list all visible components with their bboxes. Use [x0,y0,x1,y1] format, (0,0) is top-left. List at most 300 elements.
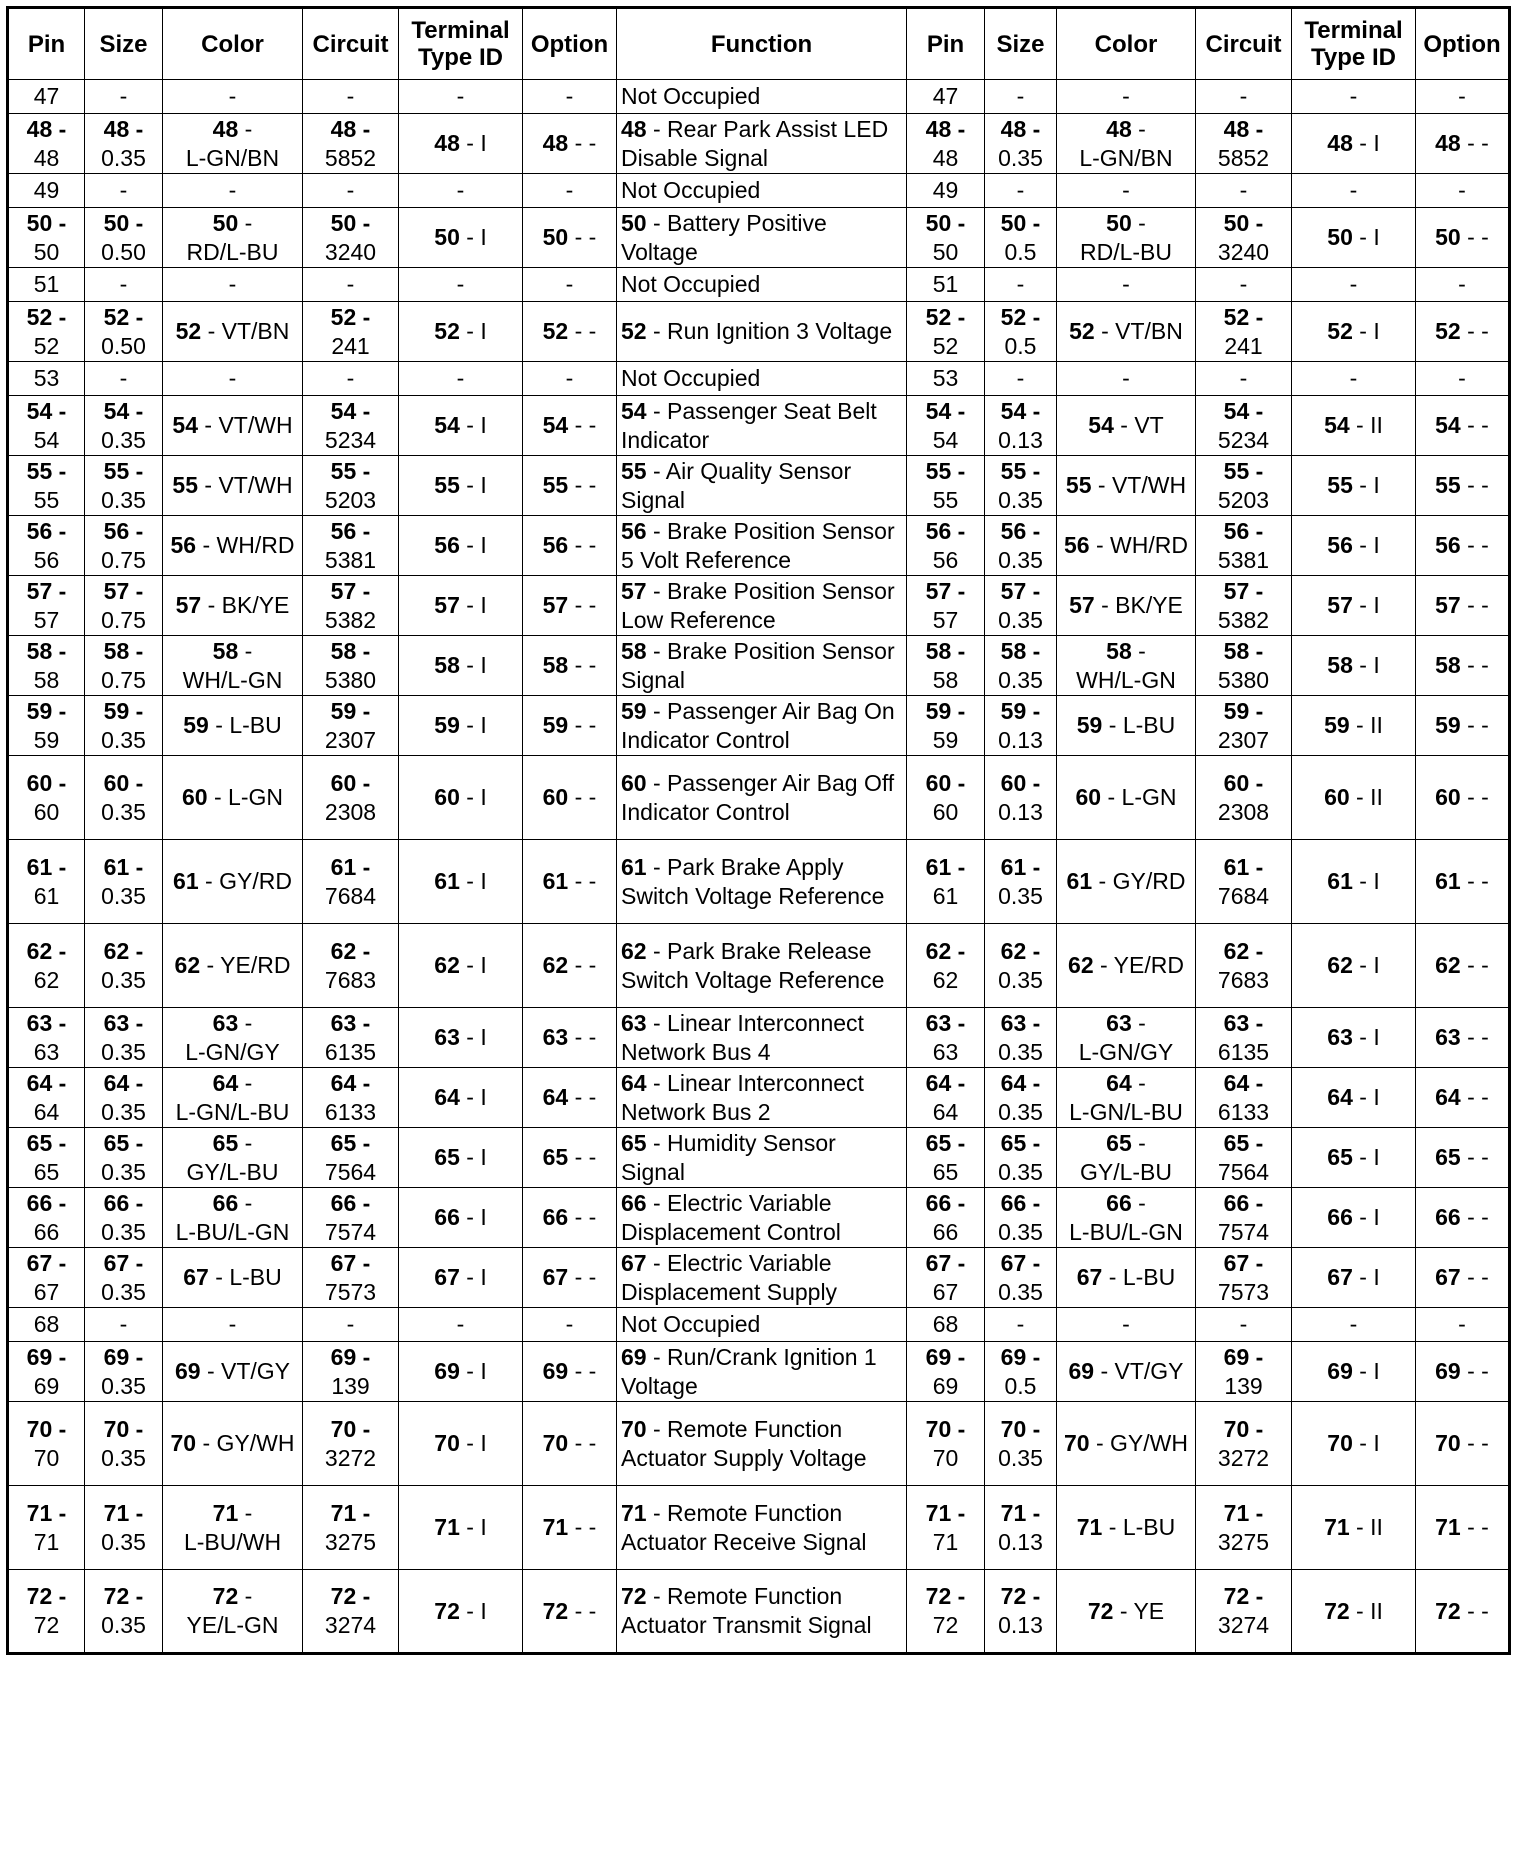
size-cell: 56 - 0.35 [985,516,1057,576]
empty-cell: - [399,80,523,114]
empty-cell: - [985,362,1057,396]
empty-cell: - [399,174,523,208]
function-cell: 54 - Passenger Seat Belt Indicator [617,396,907,456]
column-header: Color [163,8,303,80]
option-cell: 65 - - [1416,1128,1510,1188]
circuit-cell: 67 - 7573 [1196,1248,1292,1308]
color-cell: 66 - L-BU/L-GN [1057,1188,1196,1248]
pin-cell: 57 - 57 [907,576,985,636]
color-cell: 61 - GY/RD [1057,840,1196,924]
size-cell: 61 - 0.35 [85,840,163,924]
circuit-cell: 63 - 6135 [1196,1008,1292,1068]
empty-cell: - [523,80,617,114]
option-cell: 56 - - [523,516,617,576]
terminal-cell: 55 - I [399,456,523,516]
color-cell: 65 - GY/L-BU [163,1128,303,1188]
color-cell: 60 - L-GN [1057,756,1196,840]
size-cell: 60 - 0.13 [985,756,1057,840]
table-row [8,840,1510,924]
pin-cell: 65 - 65 [8,1128,85,1188]
terminal-cell: 56 - I [399,516,523,576]
option-cell: 58 - - [1416,636,1510,696]
function-cell: Not Occupied [617,174,907,208]
terminal-cell: 59 - II [1292,696,1416,756]
terminal-cell: 57 - I [1292,576,1416,636]
option-cell: 50 - - [1416,208,1510,268]
function-cell: 64 - Linear Interconnect Network Bus 2 [617,1068,907,1128]
color-cell: 50 - RD/L-BU [163,208,303,268]
size-cell: 48 - 0.35 [985,114,1057,174]
table-row [8,756,1510,840]
color-cell: 70 - GY/WH [1057,1402,1196,1486]
option-cell: 54 - - [523,396,617,456]
table-row [8,302,1510,362]
circuit-cell: 61 - 7684 [303,840,399,924]
size-cell: 60 - 0.35 [85,756,163,840]
table-row [8,1008,1510,1068]
pin-cell: 60 - 60 [907,756,985,840]
column-header: Size [85,8,163,80]
size-cell: 54 - 0.35 [85,396,163,456]
pin-cell: 48 - 48 [8,114,85,174]
size-cell: 50 - 0.50 [85,208,163,268]
size-cell: 71 - 0.35 [85,1486,163,1570]
color-cell: 55 - VT/WH [1057,456,1196,516]
option-cell: 48 - - [523,114,617,174]
empty-cell: - [1057,268,1196,302]
empty-cell: - [303,362,399,396]
terminal-cell: 63 - I [399,1008,523,1068]
function-cell: Not Occupied [617,1308,907,1342]
size-cell: 64 - 0.35 [85,1068,163,1128]
empty-cell: - [85,80,163,114]
option-cell: 62 - - [523,924,617,1008]
function-cell: 48 - Rear Park Assist LED Disable Signal [617,114,907,174]
option-cell: 69 - - [523,1342,617,1402]
pin-cell: 69 - 69 [8,1342,85,1402]
circuit-cell: 52 - 241 [1196,302,1292,362]
circuit-cell: 50 - 3240 [1196,208,1292,268]
pin-cell: 54 - 54 [8,396,85,456]
table-row [8,268,1510,302]
table-row [8,114,1510,174]
option-cell: 67 - - [523,1248,617,1308]
size-cell: 72 - 0.35 [85,1570,163,1654]
table-row [8,456,1510,516]
circuit-cell: 57 - 5382 [1196,576,1292,636]
option-cell: 64 - - [1416,1068,1510,1128]
column-header: Terminal Type ID [399,8,523,80]
circuit-cell: 71 - 3275 [303,1486,399,1570]
empty-cell: - [523,362,617,396]
color-cell: 58 - WH/L-GN [163,636,303,696]
option-cell: 65 - - [523,1128,617,1188]
option-cell: 55 - - [523,456,617,516]
terminal-cell: 67 - I [399,1248,523,1308]
empty-cell: - [1292,268,1416,302]
column-header: Function [617,8,907,80]
option-cell: 58 - - [523,636,617,696]
pin-cell: 59 - 59 [907,696,985,756]
table-row [8,1068,1510,1128]
function-cell: 58 - Brake Position Sensor Signal [617,636,907,696]
size-cell: 59 - 0.35 [85,696,163,756]
size-cell: 58 - 0.35 [985,636,1057,696]
option-cell: 60 - - [1416,756,1510,840]
pin-cell: 68 [8,1308,85,1342]
function-cell: 57 - Brake Position Sensor Low Reference [617,576,907,636]
color-cell: 69 - VT/GY [163,1342,303,1402]
empty-cell: - [1057,362,1196,396]
pin-cell: 52 - 52 [907,302,985,362]
size-cell: 72 - 0.13 [985,1570,1057,1654]
circuit-cell: 54 - 5234 [1196,396,1292,456]
empty-cell: - [303,268,399,302]
table-row [8,174,1510,208]
empty-cell: - [163,268,303,302]
color-cell: 64 - L-GN/L-BU [1057,1068,1196,1128]
table-row [8,1486,1510,1570]
circuit-cell: 66 - 7574 [303,1188,399,1248]
pin-cell: 70 - 70 [907,1402,985,1486]
option-cell: 59 - - [523,696,617,756]
table-row [8,1402,1510,1486]
empty-cell: - [985,268,1057,302]
terminal-cell: 61 - I [1292,840,1416,924]
empty-cell: - [1057,1308,1196,1342]
empty-cell: - [1196,174,1292,208]
terminal-cell: 50 - I [1292,208,1416,268]
pin-cell: 47 [8,80,85,114]
circuit-cell: 67 - 7573 [303,1248,399,1308]
option-cell: 66 - - [523,1188,617,1248]
empty-cell: - [985,80,1057,114]
empty-cell: - [163,174,303,208]
circuit-cell: 55 - 5203 [303,456,399,516]
function-cell: 72 - Remote Function Actuator Transmit Signal [617,1570,907,1654]
size-cell: 66 - 0.35 [85,1188,163,1248]
color-cell: 67 - L-BU [1057,1248,1196,1308]
size-cell: 52 - 0.5 [985,302,1057,362]
option-cell: 52 - - [1416,302,1510,362]
terminal-cell: 72 - I [399,1570,523,1654]
empty-cell: - [163,1308,303,1342]
function-cell: 63 - Linear Interconnect Network Bus 4 [617,1008,907,1068]
size-cell: 71 - 0.13 [985,1486,1057,1570]
circuit-cell: 56 - 5381 [1196,516,1292,576]
terminal-cell: 54 - I [399,396,523,456]
size-cell: 55 - 0.35 [985,456,1057,516]
size-cell: 62 - 0.35 [85,924,163,1008]
header-row [8,8,1510,80]
empty-cell: - [985,174,1057,208]
size-cell: 63 - 0.35 [985,1008,1057,1068]
color-cell: 56 - WH/RD [1057,516,1196,576]
terminal-cell: 50 - I [399,208,523,268]
pin-cell: 72 - 72 [907,1570,985,1654]
size-cell: 69 - 0.35 [85,1342,163,1402]
table-body [8,80,1510,1654]
empty-cell: - [1416,362,1510,396]
circuit-cell: 72 - 3274 [303,1570,399,1654]
table-row [8,516,1510,576]
color-cell: 60 - L-GN [163,756,303,840]
option-cell: 63 - - [523,1008,617,1068]
pin-cell: 49 [8,174,85,208]
function-cell: 67 - Electric Variable Displacement Supply [617,1248,907,1308]
color-cell: 52 - VT/BN [1057,302,1196,362]
circuit-cell: 48 - 5852 [303,114,399,174]
size-cell: 61 - 0.35 [985,840,1057,924]
empty-cell: - [85,268,163,302]
table-row [8,636,1510,696]
size-cell: 67 - 0.35 [85,1248,163,1308]
column-header: Terminal Type ID [1292,8,1416,80]
terminal-cell: 72 - II [1292,1570,1416,1654]
circuit-cell: 58 - 5380 [1196,636,1292,696]
terminal-cell: 65 - I [1292,1128,1416,1188]
terminal-cell: 60 - II [1292,756,1416,840]
pin-cell: 47 [907,80,985,114]
color-cell: 59 - L-BU [1057,696,1196,756]
empty-cell: - [1292,1308,1416,1342]
size-cell: 54 - 0.13 [985,396,1057,456]
size-cell: 64 - 0.35 [985,1068,1057,1128]
pin-cell: 56 - 56 [907,516,985,576]
function-cell: 59 - Passenger Air Bag On Indicator Control [617,696,907,756]
size-cell: 69 - 0.5 [985,1342,1057,1402]
color-cell: 59 - L-BU [163,696,303,756]
pin-cell: 63 - 63 [8,1008,85,1068]
size-cell: 57 - 0.35 [985,576,1057,636]
option-cell: 61 - - [1416,840,1510,924]
size-cell: 70 - 0.35 [985,1402,1057,1486]
option-cell: 70 - - [1416,1402,1510,1486]
empty-cell: - [1416,268,1510,302]
pin-cell: 58 - 58 [907,636,985,696]
color-cell: 50 - RD/L-BU [1057,208,1196,268]
pin-cell: 62 - 62 [8,924,85,1008]
option-cell: 71 - - [523,1486,617,1570]
terminal-cell: 58 - I [1292,636,1416,696]
function-cell: Not Occupied [617,80,907,114]
circuit-cell: 71 - 3275 [1196,1486,1292,1570]
column-header: Option [1416,8,1510,80]
pin-cell: 54 - 54 [907,396,985,456]
color-cell: 61 - GY/RD [163,840,303,924]
terminal-cell: 66 - I [399,1188,523,1248]
empty-cell: - [1057,80,1196,114]
option-cell: 50 - - [523,208,617,268]
option-cell: 71 - - [1416,1486,1510,1570]
size-cell: 70 - 0.35 [85,1402,163,1486]
circuit-cell: 72 - 3274 [1196,1570,1292,1654]
function-cell: 66 - Electric Variable Displacement Control [617,1188,907,1248]
function-cell: 69 - Run/Crank Ignition 1 Voltage [617,1342,907,1402]
color-cell: 57 - BK/YE [163,576,303,636]
color-cell: 54 - VT/WH [163,396,303,456]
size-cell: 58 - 0.75 [85,636,163,696]
circuit-cell: 69 - 139 [1196,1342,1292,1402]
option-cell: 72 - - [1416,1570,1510,1654]
function-cell: 70 - Remote Function Actuator Supply Voltage [617,1402,907,1486]
function-cell: 55 - Air Quality Sensor Signal [617,456,907,516]
pin-cell: 69 - 69 [907,1342,985,1402]
empty-cell: - [163,80,303,114]
circuit-cell: 55 - 5203 [1196,456,1292,516]
terminal-cell: 48 - I [1292,114,1416,174]
option-cell: 48 - - [1416,114,1510,174]
color-cell: 62 - YE/RD [163,924,303,1008]
table-row [8,1128,1510,1188]
empty-cell: - [399,1308,523,1342]
function-cell: 50 - Battery Positive Voltage [617,208,907,268]
circuit-cell: 65 - 7564 [1196,1128,1292,1188]
size-cell: 55 - 0.35 [85,456,163,516]
pin-cell: 55 - 55 [8,456,85,516]
column-header: Pin [8,8,85,80]
option-cell: 54 - - [1416,396,1510,456]
option-cell: 60 - - [523,756,617,840]
color-cell: 58 - WH/L-GN [1057,636,1196,696]
color-cell: 69 - VT/GY [1057,1342,1196,1402]
pin-cell: 50 - 50 [907,208,985,268]
color-cell: 72 - YE/L-GN [163,1570,303,1654]
circuit-cell: 70 - 3272 [303,1402,399,1486]
circuit-cell: 60 - 2308 [303,756,399,840]
pin-cell: 64 - 64 [8,1068,85,1128]
circuit-cell: 66 - 7574 [1196,1188,1292,1248]
empty-cell: - [1196,362,1292,396]
option-cell: 67 - - [1416,1248,1510,1308]
color-cell: 71 - L-BU/WH [163,1486,303,1570]
size-cell: 63 - 0.35 [85,1008,163,1068]
function-cell: 56 - Brake Position Sensor 5 Volt Reference [617,516,907,576]
empty-cell: - [163,362,303,396]
pin-cell: 62 - 62 [907,924,985,1008]
column-header: Size [985,8,1057,80]
pin-cell: 56 - 56 [8,516,85,576]
pin-cell: 59 - 59 [8,696,85,756]
circuit-cell: 62 - 7683 [303,924,399,1008]
function-cell: 52 - Run Ignition 3 Voltage [617,302,907,362]
pin-cell: 68 [907,1308,985,1342]
pin-cell: 50 - 50 [8,208,85,268]
empty-cell: - [399,362,523,396]
option-cell: 56 - - [1416,516,1510,576]
terminal-cell: 62 - I [1292,924,1416,1008]
empty-cell: - [1416,80,1510,114]
empty-cell: - [303,80,399,114]
terminal-cell: 48 - I [399,114,523,174]
size-cell: 56 - 0.75 [85,516,163,576]
pin-cell: 49 [907,174,985,208]
option-cell: 57 - - [523,576,617,636]
size-cell: 66 - 0.35 [985,1188,1057,1248]
pinout-table [6,6,1511,1655]
terminal-cell: 67 - I [1292,1248,1416,1308]
color-cell: 71 - L-BU [1057,1486,1196,1570]
pin-cell: 71 - 71 [8,1486,85,1570]
size-cell: 67 - 0.35 [985,1248,1057,1308]
terminal-cell: 71 - II [1292,1486,1416,1570]
table-row [8,924,1510,1008]
empty-cell: - [1292,362,1416,396]
circuit-cell: 54 - 5234 [303,396,399,456]
color-cell: 67 - L-BU [163,1248,303,1308]
circuit-cell: 64 - 6133 [303,1068,399,1128]
terminal-cell: 60 - I [399,756,523,840]
table-row [8,696,1510,756]
terminal-cell: 69 - I [399,1342,523,1402]
color-cell: 63 - L-GN/GY [1057,1008,1196,1068]
function-cell: 62 - Park Brake Release Switch Voltage Reference [617,924,907,1008]
column-header: Pin [907,8,985,80]
pin-cell: 55 - 55 [907,456,985,516]
terminal-cell: 69 - I [1292,1342,1416,1402]
option-cell: 59 - - [1416,696,1510,756]
option-cell: 52 - - [523,302,617,362]
function-cell: 65 - Humidity Sensor Signal [617,1128,907,1188]
pin-cell: 61 - 61 [907,840,985,924]
pin-cell: 53 [8,362,85,396]
size-cell: 52 - 0.50 [85,302,163,362]
empty-cell: - [1416,174,1510,208]
circuit-cell: 50 - 3240 [303,208,399,268]
color-cell: 48 - L-GN/BN [163,114,303,174]
table-row [8,396,1510,456]
function-cell: Not Occupied [617,362,907,396]
pin-cell: 61 - 61 [8,840,85,924]
table-row [8,1248,1510,1308]
pin-cell: 53 [907,362,985,396]
pin-cell: 72 - 72 [8,1570,85,1654]
pin-cell: 64 - 64 [907,1068,985,1128]
empty-cell: - [523,268,617,302]
color-cell: 70 - GY/WH [163,1402,303,1486]
terminal-cell: 64 - I [1292,1068,1416,1128]
empty-cell: - [1292,174,1416,208]
option-cell: 64 - - [523,1068,617,1128]
pin-cell: 67 - 67 [8,1248,85,1308]
option-cell: 72 - - [523,1570,617,1654]
terminal-cell: 71 - I [399,1486,523,1570]
color-cell: 48 - L-GN/BN [1057,114,1196,174]
function-cell: 61 - Park Brake Apply Switch Voltage Reference [617,840,907,924]
terminal-cell: 52 - I [399,302,523,362]
color-cell: 64 - L-GN/L-BU [163,1068,303,1128]
table-row [8,208,1510,268]
option-cell: 62 - - [1416,924,1510,1008]
pin-cell: 48 - 48 [907,114,985,174]
empty-cell: - [985,1308,1057,1342]
pin-cell: 66 - 66 [907,1188,985,1248]
pin-cell: 63 - 63 [907,1008,985,1068]
color-cell: 72 - YE [1057,1570,1196,1654]
pin-cell: 57 - 57 [8,576,85,636]
empty-cell: - [1292,80,1416,114]
size-cell: 50 - 0.5 [985,208,1057,268]
terminal-cell: 65 - I [399,1128,523,1188]
pin-cell: 65 - 65 [907,1128,985,1188]
circuit-cell: 61 - 7684 [1196,840,1292,924]
circuit-cell: 69 - 139 [303,1342,399,1402]
terminal-cell: 66 - I [1292,1188,1416,1248]
option-cell: 61 - - [523,840,617,924]
terminal-cell: 54 - II [1292,396,1416,456]
circuit-cell: 52 - 241 [303,302,399,362]
color-cell: 56 - WH/RD [163,516,303,576]
